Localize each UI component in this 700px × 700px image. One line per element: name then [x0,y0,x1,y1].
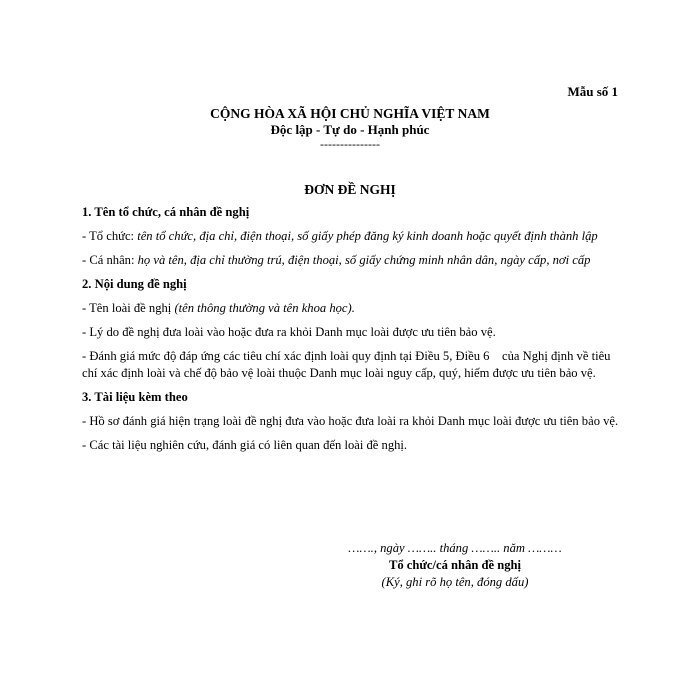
paragraph-lead: - Tên loài đề nghị [82,301,175,315]
paragraph: - Lý do đề nghị đưa loài vào hoặc đưa ra khỏi Danh mục loài được ưu tiên bảo vệ. [82,325,496,339]
paragraph: - Đánh giá mức độ đáp ứng các tiêu chí xác định loài quy định tại Điều 5, Điều 6 của Nghị định về tiêu chí xác định loài và chế độ bảo vệ loài thuộc Danh mục loài nguy cấp, quý, hiếm được ưu tiên bảo vệ. [82,349,614,380]
form-number: Mẫu số 1 [567,84,618,99]
section-heading: 3. Tài liệu kèm theo [82,390,188,404]
paragraph [82,300,622,317]
signature-date-line: ……., ngày …….. tháng …….. năm ……… [348,541,562,555]
paragraph-italic: tên tổ chức, địa chỉ, điện thoại, số giấy phép đăng ký kinh doanh hoặc quyết định thành lập [137,229,598,243]
paragraph-lead: - Cá nhân: [82,253,138,267]
paragraph: - Hồ sơ đánh giá hiện trạng loài đề nghị đưa vào hoặc đưa loài ra khỏi Danh mục loài được ưu tiên bảo vệ. [82,414,619,428]
signature-signer: Tổ chức/cá nhân đề nghị [388,558,522,572]
paragraph: - Các tài liệu nghiên cứu, đánh giá có liên quan đến loài đề nghị. [82,438,408,452]
paragraph-italic: họ và tên, địa chỉ thường trú, điện thoại, số giấy chứng minh nhân dân, ngày cấp, nơi cấp [137,253,591,267]
section-heading: 1. Tên tổ chức, cá nhân đề nghị [82,205,250,219]
paragraph [82,252,622,269]
national-title: CỘNG HÒA XÃ HỘI CHỦ NGHĨA VIỆT NAM [210,106,490,121]
section-heading: 2. Nội dung đề nghị [82,277,187,291]
signature-block [330,540,580,591]
national-motto: Độc lập - Tự do - Hạnh phúc [270,122,430,137]
signature-note: (Ký, ghi rõ họ tên, đóng dấu) [381,575,529,589]
paragraph [82,228,622,245]
header-separator: --------------- [320,137,380,151]
document-body [82,204,622,461]
paragraph-italic: (tên thông thường và tên khoa học). [174,301,355,315]
paragraph-lead: - Tổ chức: [82,229,138,243]
document-title: ĐƠN ĐỀ NGHỊ [304,182,396,197]
